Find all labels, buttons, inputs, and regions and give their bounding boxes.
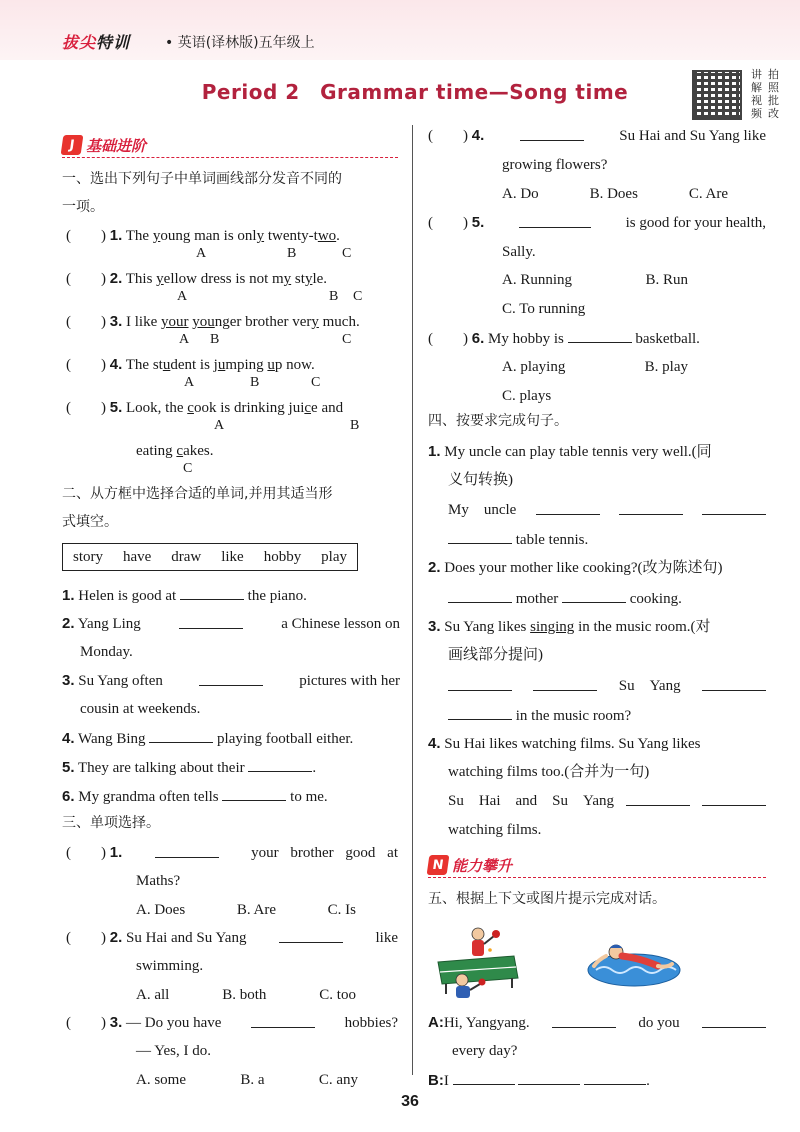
q-text: like	[375, 930, 398, 946]
opt-a: A	[214, 418, 225, 433]
choice-c: C. Is	[327, 902, 356, 918]
answer-blank[interactable]	[568, 328, 632, 343]
page-title: Period 2 Grammar time—Song time	[201, 80, 629, 104]
q-text: mping	[225, 357, 268, 373]
q-num: 4.	[428, 735, 441, 752]
p2-q6	[62, 786, 328, 807]
answer-paren[interactable]: ( )	[66, 357, 106, 373]
swimming-image	[582, 930, 682, 990]
q-text: hobbies?	[344, 1015, 398, 1031]
underline-b: y	[283, 271, 292, 287]
q-text: ellow dress is not m	[163, 271, 284, 287]
q-text: 画线部分提问)	[448, 647, 543, 663]
qr-char: 讲	[751, 68, 762, 81]
word-option: play	[321, 548, 347, 565]
underline-a: your	[161, 314, 189, 330]
q-text: akes.	[183, 443, 214, 459]
part2-heading: 二、从方框中选择合适的单词,并用其适当形	[62, 486, 333, 502]
p4-q4	[428, 734, 701, 754]
q-text: watching films too.(合并为一句)	[448, 764, 650, 780]
underline-b: c	[304, 400, 312, 416]
qr-char: 解	[751, 81, 762, 94]
q-text: My uncle can play table tennis very well.(同	[444, 444, 712, 460]
q-text: — Do you have	[126, 1015, 222, 1031]
opt-c: C	[342, 246, 352, 261]
answer-blank[interactable]	[533, 676, 597, 691]
answer-blank[interactable]	[179, 614, 243, 629]
q-text: is good for your health,	[625, 215, 766, 231]
answer-blank[interactable]	[619, 500, 683, 515]
q-text: My grandma often tells	[78, 789, 219, 805]
q-text: basketball.	[635, 331, 700, 347]
q-text: a Chinese lesson on	[281, 616, 400, 632]
word-box	[62, 543, 358, 571]
q-text: cousin at weekends.	[80, 701, 201, 717]
p3-q3-options	[136, 1070, 358, 1090]
answer-blank[interactable]	[180, 585, 244, 600]
choice-c: C. plays	[502, 388, 552, 404]
underline-a: c	[187, 400, 194, 416]
opt-b: B	[250, 375, 260, 390]
q-num: 1.	[109, 844, 123, 861]
q-num: 2.	[428, 559, 441, 576]
answer-blank[interactable]	[552, 1013, 616, 1028]
q-text: Does your mother like cooking?(改为陈述句)	[444, 560, 723, 576]
answer-blank[interactable]	[453, 1070, 515, 1085]
q-text: The	[125, 228, 153, 244]
opt-c: C	[353, 289, 363, 304]
answer-paren[interactable]: ( )	[66, 1015, 106, 1031]
part1-heading: 一、选出下列句子中单词画线部分发音不同的	[62, 171, 342, 187]
qr-char: 视	[751, 94, 762, 107]
q-text: in the music room?	[515, 708, 632, 724]
p4-q1-answer-2	[448, 529, 588, 550]
answer-blank[interactable]	[536, 500, 600, 515]
p2-q3	[62, 671, 400, 691]
q-text: ook is drinking jui	[193, 400, 305, 416]
q-num: 6.	[471, 330, 485, 347]
q-text: Su Hai and Su Yang like	[619, 128, 766, 144]
answer-paren[interactable]: ( )	[66, 314, 106, 330]
q-text: Su Yang	[618, 678, 681, 694]
p2-q1	[62, 585, 307, 606]
answer-blank[interactable]	[702, 791, 766, 806]
q-text: growing flowers?	[502, 157, 608, 173]
q-text: .	[312, 760, 317, 776]
q-text: Sally.	[502, 244, 536, 260]
q-num: 4.	[62, 730, 75, 747]
answer-blank[interactable]	[155, 843, 219, 858]
q-text: watching films.	[448, 822, 542, 838]
q-text: in the music room.(对	[574, 619, 711, 635]
underline-a: y	[152, 228, 161, 244]
q-num: 2.	[62, 615, 75, 632]
table-tennis-image	[432, 922, 520, 1000]
p2-q4	[62, 728, 353, 749]
answer-paren[interactable]: ( )	[66, 400, 106, 416]
q-text: Su Hai and Su Yang	[126, 930, 247, 946]
choice-c: C. any	[318, 1072, 358, 1088]
word-option: draw	[171, 548, 202, 565]
section-basic-icon: J	[61, 135, 84, 155]
brand-part1: 拔尖	[62, 33, 97, 52]
p2-q2	[62, 614, 400, 634]
opt-a: A	[184, 375, 195, 390]
p3-q6	[428, 328, 700, 349]
q-text: This	[125, 271, 157, 287]
underline-c: y	[311, 314, 319, 330]
answer-blank[interactable]	[584, 1070, 646, 1085]
word-option: hobby	[263, 548, 302, 565]
q-text: My uncle	[448, 502, 517, 518]
opt-b: B	[210, 332, 220, 347]
answer-blank[interactable]	[149, 728, 213, 743]
choice-a: A. all	[136, 987, 170, 1003]
q-num: 3.	[109, 1014, 123, 1031]
brand-part2: 特训	[96, 33, 131, 52]
qr-char: 改	[768, 107, 779, 120]
opt-c: C	[311, 375, 321, 390]
choice-a: A. Does	[136, 902, 186, 918]
p5-line-a	[428, 1013, 766, 1033]
underlined-word: singing	[530, 619, 575, 635]
answer-blank[interactable]	[562, 588, 626, 603]
qr-char: 批	[768, 94, 779, 107]
q-num: 4.	[471, 127, 485, 144]
qr-char: 拍	[768, 68, 779, 81]
p3-q2-options	[136, 985, 356, 1005]
underline-a: y	[156, 271, 164, 287]
section-advanced-label: 能力攀升	[452, 856, 513, 875]
p1-q4	[66, 355, 315, 375]
q-num: 3.	[109, 313, 123, 330]
choice-c: C. too	[319, 987, 356, 1003]
q-num: 3.	[62, 672, 75, 689]
answer-paren[interactable]: ( )	[428, 215, 468, 231]
q-text: They are talking about their	[78, 760, 245, 776]
qr-code-icon[interactable]	[692, 70, 742, 120]
choice-a: A. Do	[502, 186, 539, 202]
answer-blank[interactable]	[702, 500, 766, 515]
answer-paren[interactable]: ( )	[428, 128, 468, 144]
p3-q6-options	[502, 357, 688, 377]
p4-q1	[428, 442, 712, 462]
p4-q1-answer	[448, 500, 766, 520]
part4-heading: 四、按要求完成句子。	[428, 413, 568, 429]
q-text: Hi, Yangyang.	[443, 1015, 530, 1031]
opt-c: C	[183, 461, 193, 476]
choice-c: C. Are	[688, 186, 728, 202]
q-text: Look, the	[126, 400, 188, 416]
q-text: I	[443, 1073, 449, 1089]
q-text: eating	[136, 443, 177, 459]
q-text: Su Yang often	[78, 673, 163, 689]
answer-blank[interactable]	[279, 928, 343, 943]
q-num: 5.	[471, 214, 485, 231]
p4-q2-answer	[448, 588, 682, 609]
q-text: much.	[318, 314, 360, 330]
section-basic-label: 基础进阶	[86, 136, 147, 155]
p4-q4-answer	[448, 791, 766, 811]
q-text: — Yes, I do.	[136, 1043, 212, 1059]
q-text: swimming.	[136, 958, 204, 974]
opt-c: C	[342, 332, 352, 347]
p3-q2	[66, 928, 398, 948]
p1-q2	[66, 269, 327, 289]
answer-paren[interactable]: ( )	[66, 228, 106, 244]
q-text: st	[291, 271, 305, 287]
q-text: e and	[311, 400, 344, 416]
word-option: have	[122, 548, 152, 565]
book-subject: • 英语(译林版)五年级上	[165, 35, 315, 51]
q-text: Monday.	[80, 644, 133, 660]
p3-q5-options	[502, 270, 688, 290]
q-text: mother	[515, 591, 559, 607]
q-num: 1.	[428, 443, 441, 460]
answer-paren[interactable]: ( )	[66, 845, 106, 861]
q-num: 4.	[109, 356, 123, 373]
opt-b: B	[329, 289, 339, 304]
p2-q5	[62, 757, 316, 778]
answer-blank[interactable]	[448, 588, 512, 603]
q-text: Su Hai and Su Yang	[448, 793, 614, 809]
underline-c: c	[176, 443, 184, 459]
p4-q2	[428, 558, 723, 578]
p5-line-b	[428, 1070, 650, 1091]
speaker-b: B:	[428, 1072, 444, 1089]
q-num: 1.	[109, 227, 123, 244]
q-text: Maths?	[136, 873, 181, 889]
p4-q3	[428, 617, 711, 637]
q-text: nger brother ver	[214, 314, 312, 330]
word-option: story	[72, 548, 103, 565]
answer-blank[interactable]	[519, 213, 591, 228]
choice-b: B. Does	[589, 186, 638, 202]
q-text: cooking.	[629, 591, 682, 607]
q-text: I like	[126, 314, 162, 330]
q-text: 义句转换)	[448, 472, 513, 488]
q-num: 3.	[428, 618, 441, 635]
opt-a: A	[177, 289, 188, 304]
opt-b: B	[287, 246, 297, 261]
q-text: every day?	[452, 1043, 518, 1059]
q-num: 6.	[62, 788, 75, 805]
answer-blank[interactable]	[448, 705, 512, 720]
q-text: table tennis.	[515, 532, 589, 548]
answer-paren[interactable]: ( )	[66, 271, 106, 287]
p3-q4	[428, 126, 766, 146]
p1-q5	[66, 398, 343, 418]
answer-blank[interactable]	[222, 786, 286, 801]
part3-heading: 三、单项选择。	[62, 815, 160, 831]
opt-a: A	[196, 246, 207, 261]
underline-b: y	[256, 228, 265, 244]
q-text: oung man is onl	[160, 228, 257, 244]
q-text: The st	[125, 357, 163, 373]
q-text: pictures with her	[299, 673, 400, 689]
page-number: 36	[401, 1093, 419, 1110]
p3-q4-options	[502, 184, 728, 204]
answer-blank[interactable]	[520, 126, 584, 141]
answer-blank[interactable]	[702, 676, 766, 691]
choice-b: B. play	[644, 359, 688, 375]
choice-c: C. To running	[502, 301, 586, 317]
q-num: 2.	[109, 929, 123, 946]
p1-q3	[66, 312, 360, 332]
choice-b: B. Run	[645, 272, 688, 288]
underline-a: u	[162, 357, 171, 373]
q-text: Su Hai likes watching films. Su Yang likes	[444, 736, 701, 752]
opt-b: B	[350, 418, 360, 433]
q-text: your brother good at	[251, 845, 398, 861]
q-num: 5.	[109, 399, 123, 416]
section-advanced	[428, 852, 766, 878]
choice-b: B. Are	[236, 902, 276, 918]
qr-char: 照	[768, 81, 779, 94]
p3-q5	[428, 213, 766, 233]
choice-b: B. both	[222, 987, 267, 1003]
q-text: le.	[312, 271, 328, 287]
underline-b: you	[192, 314, 215, 330]
answer-blank[interactable]	[518, 1070, 580, 1085]
q-text: Helen is good at	[78, 588, 177, 604]
q-text: My hobby is	[488, 331, 564, 347]
p3-q3	[66, 1013, 398, 1033]
q-text: twenty-t	[264, 228, 318, 244]
part2-heading-2: 式填空。	[62, 514, 118, 530]
column-divider	[412, 125, 413, 1075]
answer-blank[interactable]	[702, 1013, 766, 1028]
part5-heading: 五、根据上下文或图片提示完成对话。	[428, 891, 666, 907]
q-num: 2.	[109, 270, 123, 287]
qr-label	[748, 68, 782, 120]
answer-blank[interactable]	[248, 757, 312, 772]
answer-blank[interactable]	[448, 529, 512, 544]
p3-q1	[66, 843, 398, 863]
q-text: Yang Ling	[77, 616, 141, 632]
choice-b: B. a	[240, 1072, 265, 1088]
q-text: Wang Bing	[78, 731, 146, 747]
q-text: p now.	[274, 357, 315, 373]
section-advanced-icon: N	[427, 855, 450, 875]
answer-blank[interactable]	[626, 791, 690, 806]
p4-q3-answer	[448, 676, 766, 696]
section-advanced-line	[428, 877, 766, 878]
part1-heading-2: 一项。	[62, 199, 104, 215]
speaker-a: A:	[428, 1014, 444, 1031]
q-text: do you	[638, 1015, 680, 1031]
opt-a: A	[179, 332, 190, 347]
underline-c: y	[304, 271, 313, 287]
p4-q3-answer-2	[448, 705, 631, 726]
qr-char: 频	[751, 107, 762, 120]
q-num: 5.	[62, 759, 75, 776]
answer-paren[interactable]: ( )	[66, 930, 106, 946]
choice-a: A. Running	[502, 272, 573, 288]
answer-blank[interactable]	[448, 676, 512, 691]
q-text: .	[646, 1073, 650, 1089]
answer-blank[interactable]	[199, 671, 263, 686]
underline-c: u	[267, 357, 275, 373]
q-text: .	[336, 228, 340, 244]
section-basic	[62, 132, 398, 158]
q-num: 1.	[62, 587, 75, 604]
choice-a: A. playing	[502, 359, 566, 375]
p1-q1	[66, 226, 340, 246]
q-text: to me.	[290, 789, 328, 805]
p1-q5-line2	[136, 441, 213, 461]
choice-a: A. some	[136, 1072, 186, 1088]
p3-q1-options	[136, 900, 356, 920]
q-text: the piano.	[247, 588, 307, 604]
word-option: like	[221, 548, 244, 565]
underline-c: wo	[317, 228, 337, 244]
q-text: dent is j	[170, 357, 218, 373]
underline-b: u	[217, 357, 226, 373]
answer-paren[interactable]: ( )	[428, 331, 468, 347]
brand-logo	[62, 30, 130, 53]
q-text: Su Yang likes	[444, 619, 531, 635]
section-basic-line	[62, 157, 398, 158]
answer-blank[interactable]	[251, 1013, 315, 1028]
q-text: playing football either.	[217, 731, 354, 747]
